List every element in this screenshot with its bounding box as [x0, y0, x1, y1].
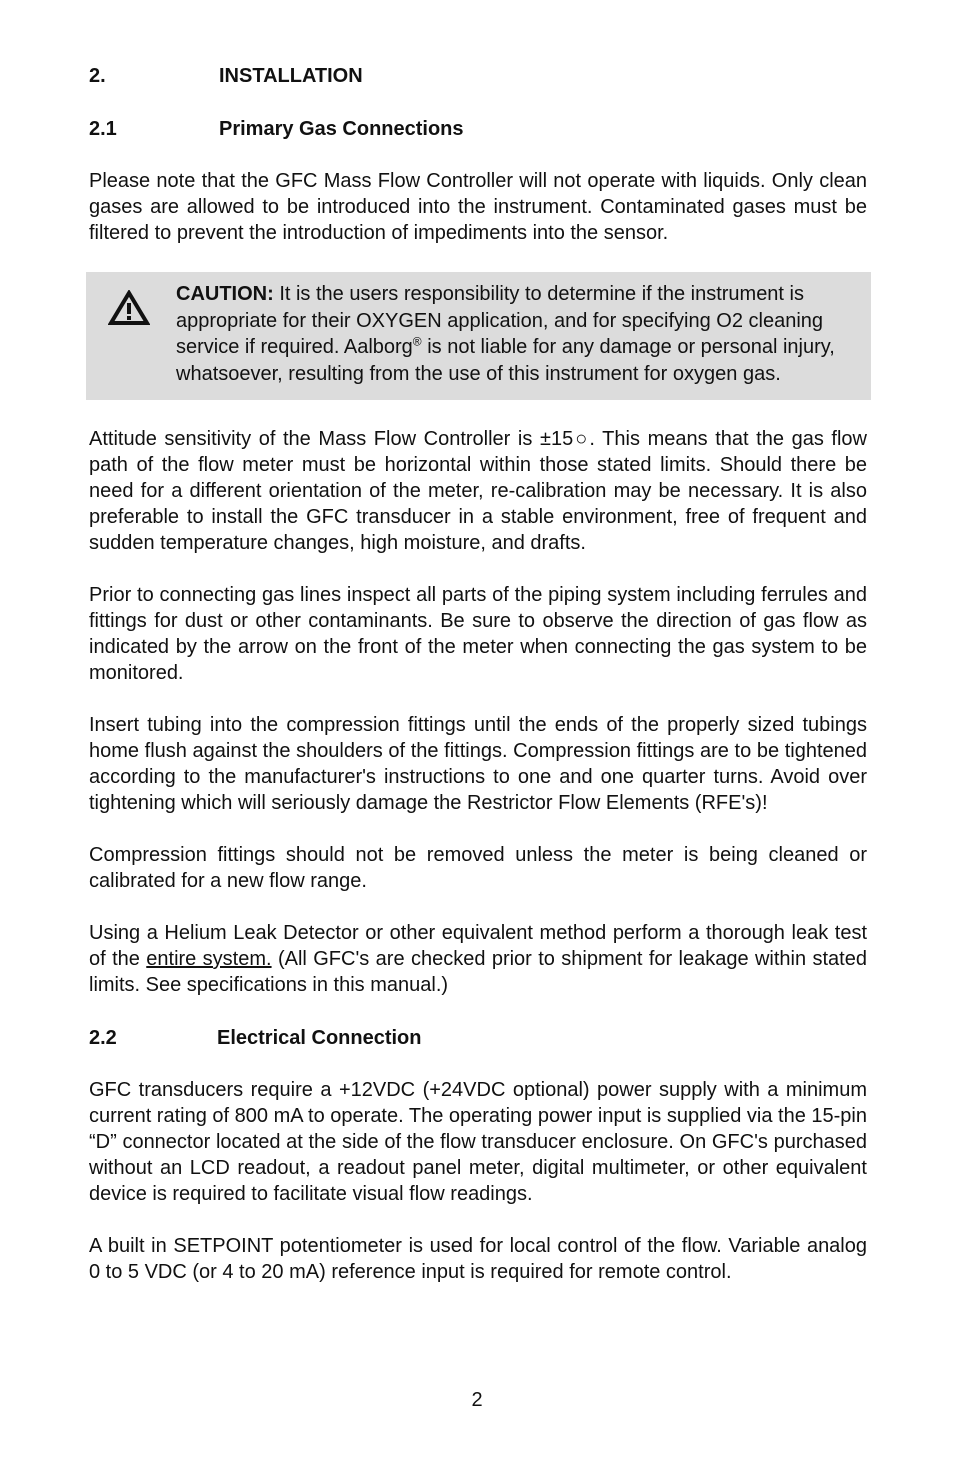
section-number: 2.: [89, 65, 106, 87]
compression-paragraph: Compression fittings should not be removed unless the meter is being cleaned or calibrated for a new flow range.: [89, 844, 867, 892]
subsection-title: Electrical Connection: [217, 1027, 422, 1049]
section-heading-installation: [89, 62, 867, 90]
caution-text-part1: It is the users responsibility to determine if the instrument is appropriate for their OXYGEN application, and for specifying O2 cleaning service if required. Aalborg: [176, 283, 824, 358]
helium-text-part2: (All GFC's are checked prior to shipment for leakage within stated limits. See specifications in this manual.): [89, 948, 867, 996]
registered-mark: ®: [412, 334, 422, 349]
subsection-title: Primary Gas Connections: [219, 118, 464, 140]
helium-underlined-text: entire system.: [146, 948, 272, 970]
insert-paragraph: Insert tubing into the compression fittings until the ends of the properly sized tubings home flush against the shoulders of the fittings. Compression fittings are to be tightened according to the manufacturer's instructions to one and one quarter turns. Avoid over tightening which will seriously damage the Restrictor Flow Elements (RFE's)!: [89, 714, 867, 814]
attitude-paragraph: Attitude sensitivity of the Mass Flow Controller is ±15○. This means that the gas flow path of the flow meter must be horizontal within those stated limits. Should there be need for a different orientation of the meter, re-calibration may be necessary. It is also preferable to install the GFC transducer in a stable environment, free of frequent and sudden temperature changes, high moisture, and drafts.: [89, 428, 867, 554]
helium-paragraph: [89, 920, 867, 998]
prior-paragraph: Prior to connecting gas lines inspect all parts of the piping system including ferrules and fittings for dust or other contaminants. Be sure to observe the direction of gas flow as indicated by the arrow on the front of the meter when connecting the gas system to be monitored.: [89, 584, 867, 684]
helium-text-part1: Using a Helium Leak Detector or other equivalent method perform a thorough leak test of the: [89, 922, 867, 970]
power-paragraph: GFC transducers require a +12VDC (+24VDC optional) power supply with a minimum current rating of 800 mA to operate. The operating power input is supplied via the 15-pin “D” connector located at the side of the flow transducer enclosure. On GFC's purchased without an LCD readout, a readout panel meter, digital multimeter, or other equivalent device is required to facilitate visual flow readings.: [89, 1079, 867, 1205]
manual-page: [89, 62, 867, 1311]
section-title: INSTALLATION: [219, 65, 363, 87]
page-number: 2: [471, 1389, 483, 1411]
subsection-number: 2.1: [89, 118, 117, 140]
caution-label: CAUTION:: [176, 283, 274, 305]
subsection-number: 2.2: [89, 1027, 117, 1049]
subsection-heading-primary-gas: [89, 115, 867, 143]
setpoint-paragraph: A built in SETPOINT potentiometer is used for local control of the flow. Variable analog 0 to 5 VDC (or 4 to 20 mA) reference input is required for remote control.: [89, 1235, 867, 1283]
subsection-heading-electrical: [89, 1024, 867, 1052]
caution-text-part2: is not liable for any damage or personal injury, whatsoever, resulting from the use of this instrument for oxygen gas.: [176, 336, 835, 385]
intro-paragraph: Please note that the GFC Mass Flow Controller will not operate with liquids. Only clean gases are allowed to be introduced into the instrument. Contaminated gases must be filtered to prevent the introduction of impediments into the sensor.: [89, 170, 867, 244]
caution-text: [176, 281, 841, 387]
warning-triangle-icon: [108, 290, 150, 326]
caution-box: [86, 272, 871, 400]
